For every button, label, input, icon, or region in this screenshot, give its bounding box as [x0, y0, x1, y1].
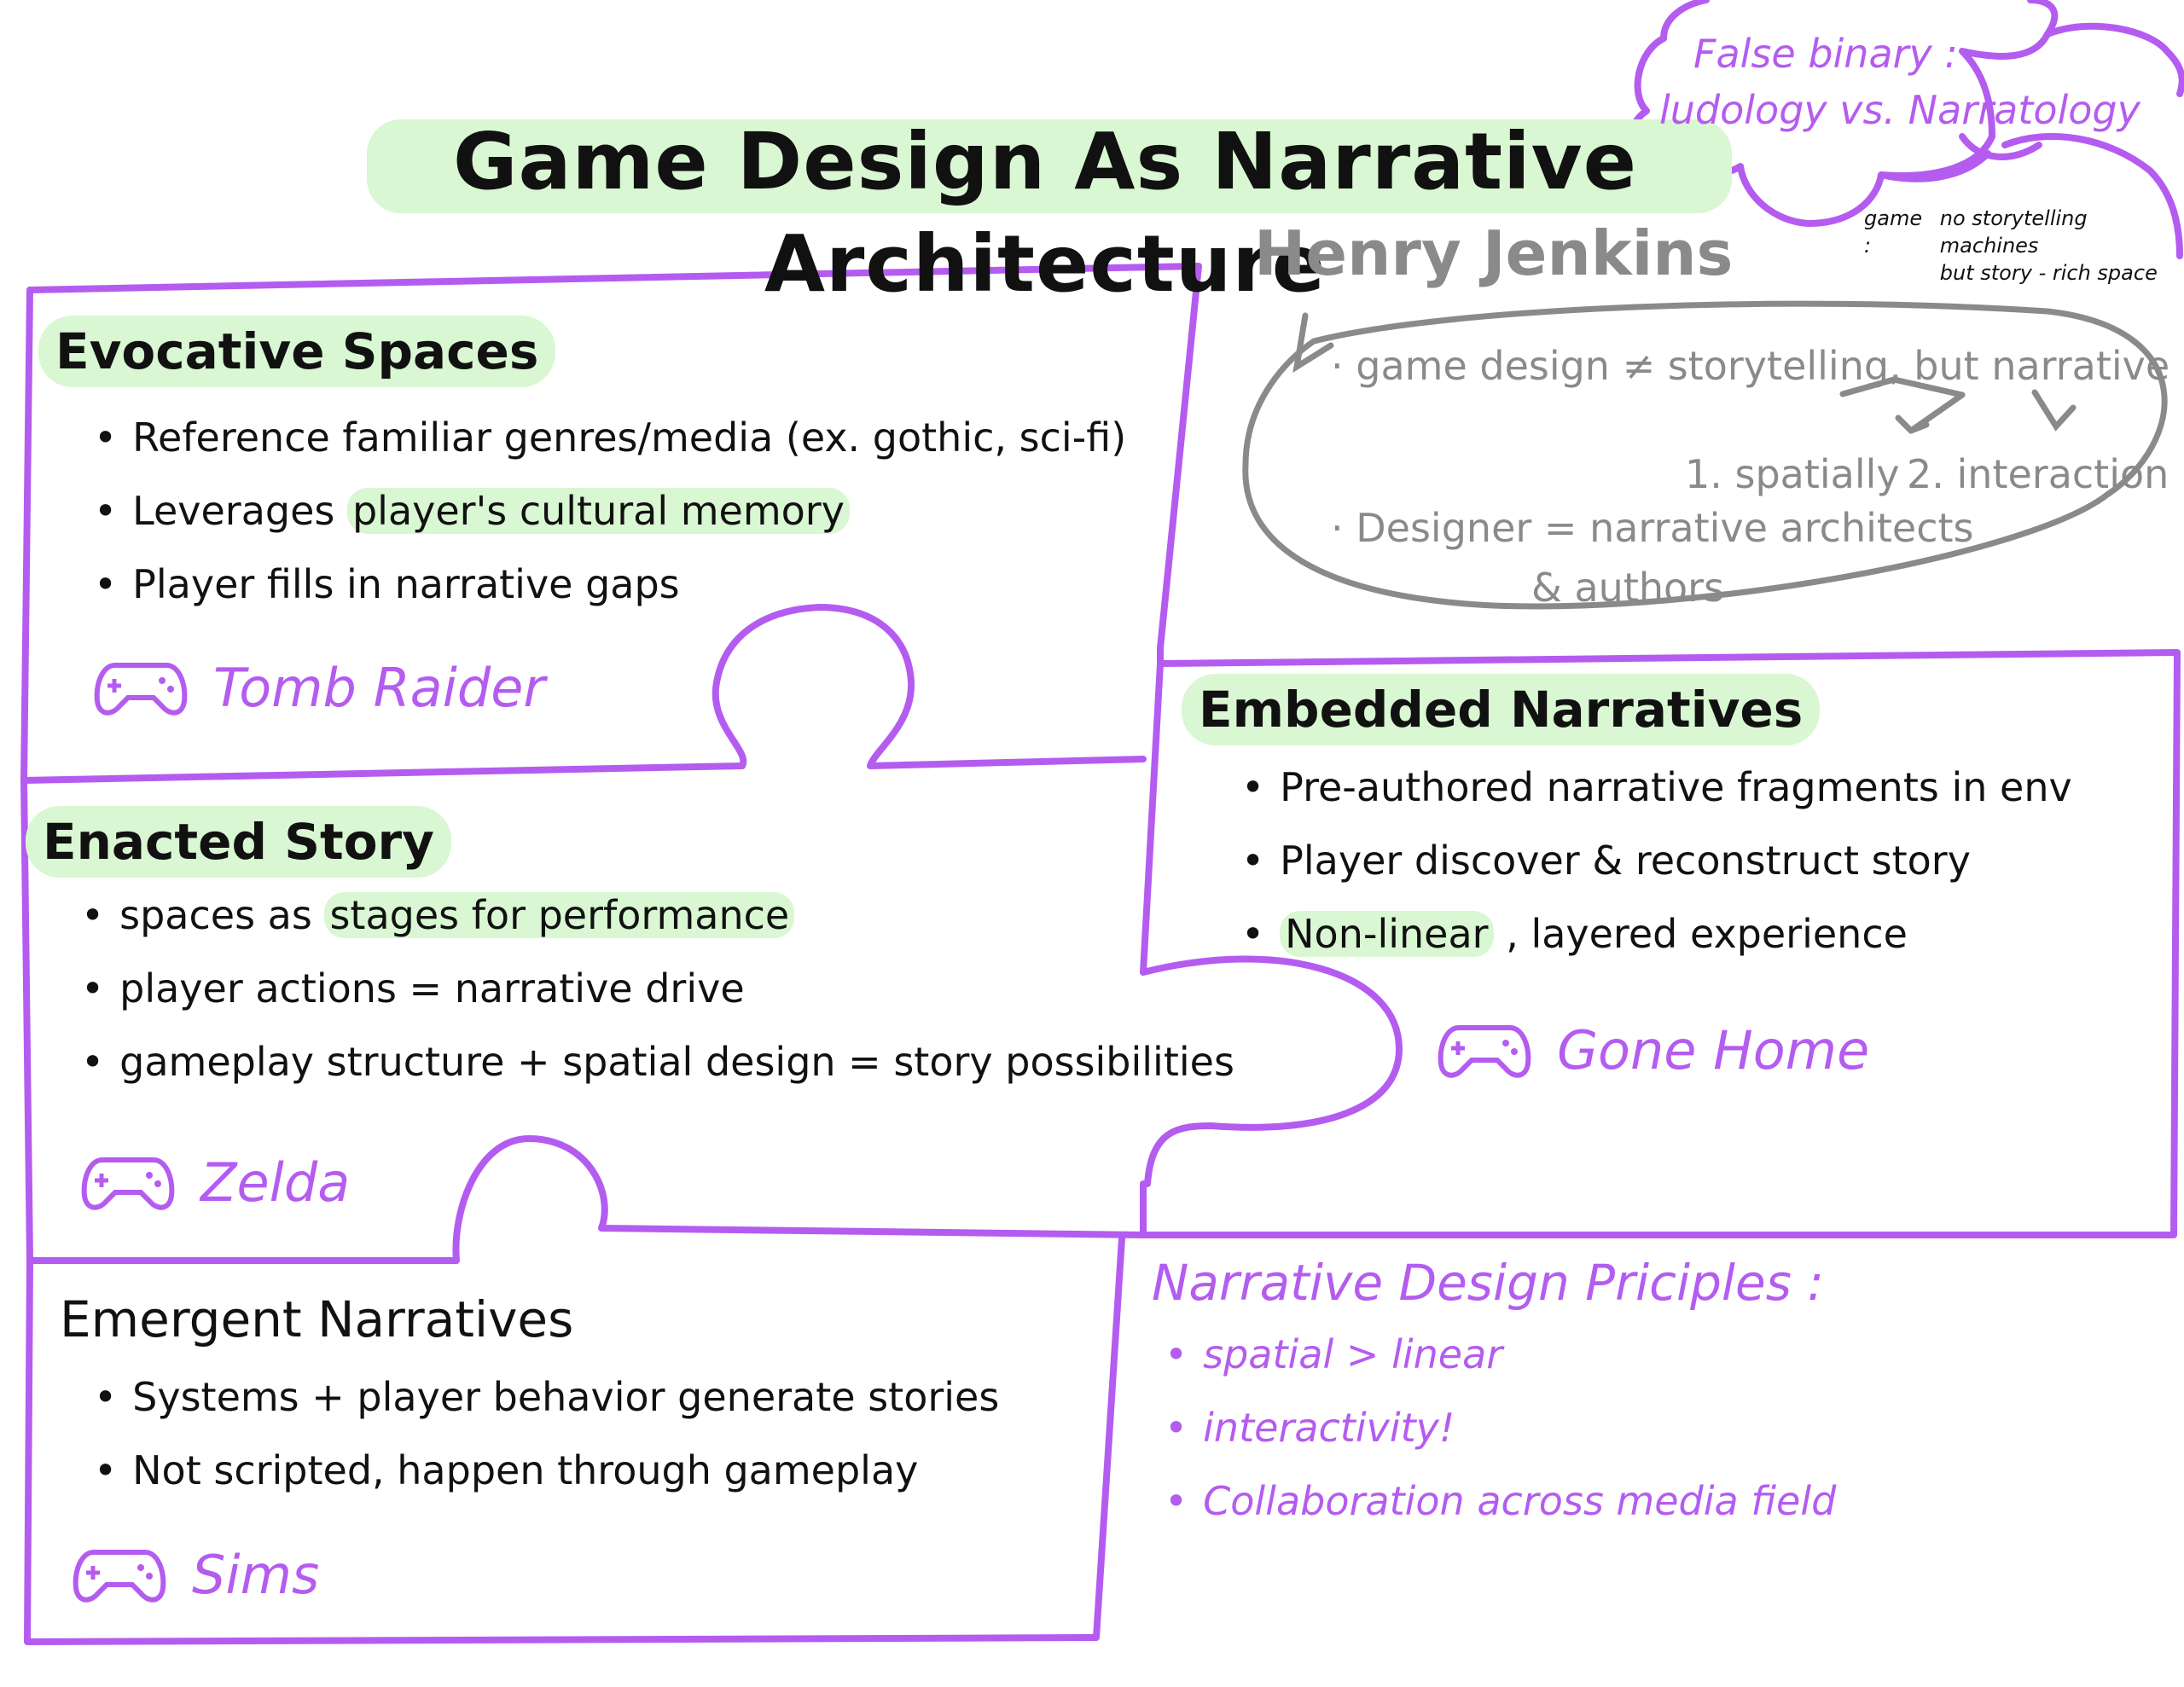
evocative-game — [94, 657, 545, 719]
emergent-bullets — [94, 1360, 999, 1507]
author-name: Henry Jenkins — [1254, 217, 1734, 289]
principle-item-3: • Collaboration across media field — [1165, 1464, 1836, 1538]
enacted-bullet-3: • gameplay structure + spatial design = story possibilities — [81, 1025, 1234, 1099]
oval-branch-2: 2. interaction — [1907, 451, 2169, 497]
cloud-line-1: False binary : — [1693, 31, 1958, 77]
gamepad-icon — [81, 1153, 175, 1213]
emergent-bullet-2: • Not scripted, happen through gameplay — [94, 1434, 999, 1507]
evocative-heading: Evocative Spaces — [38, 316, 555, 387]
evocative-game-label: Tomb Raider — [213, 657, 545, 719]
evocative-highlight: player's cultural memory — [347, 488, 850, 534]
cloud-note-line-2: but story - rich space — [1939, 261, 2158, 285]
cloud-note — [1659, 26, 2180, 138]
cloud-line-2: ludology vs. Narratology — [1659, 87, 2140, 133]
principle-item-2: • interactivity! — [1165, 1391, 1836, 1464]
arrow-right — [2035, 392, 2073, 426]
emergent-game-label: Sims — [192, 1544, 320, 1606]
embedded-heading: Embedded Narratives — [1182, 674, 1820, 745]
principles-list — [1165, 1318, 1836, 1538]
evocative-bullet-3: • Player fills in narrative gaps — [94, 548, 1126, 621]
gamepad-icon — [94, 658, 188, 718]
gamepad-icon — [1438, 1021, 1531, 1081]
oval-branch-1: 1. spatially — [1685, 451, 1900, 497]
embedded-bullet-1: • Pre-authored narrative fragments in env — [1241, 751, 2072, 824]
embedded-bullet-3-text: , layered experience — [1493, 911, 1908, 957]
emergent-game — [73, 1544, 319, 1606]
embedded-game — [1438, 1019, 1869, 1081]
enacted-bullet-2: • player actions = narrative drive — [81, 952, 1234, 1025]
oval-line-1: · game design ≠ storytelling, but narrative — [1331, 343, 2170, 389]
enacted-highlight: stages for performance — [324, 892, 794, 938]
oval-line-3: & authors — [1531, 565, 1725, 611]
embedded-bullets — [1241, 751, 2072, 971]
enacted-bullet-1 — [81, 878, 1234, 952]
oval-line-2: · Designer = narrative architects — [1331, 505, 1974, 551]
evocative-bullet-1: • Reference familiar genres/media (ex. gothic, sci-fi) — [94, 401, 1126, 474]
emergent-bullet-1: • Systems + player behavior generate stories — [94, 1360, 999, 1434]
principles-title: Narrative Design Priciples : — [1152, 1254, 1824, 1312]
principle-item-1: • spatial > linear — [1165, 1318, 1836, 1391]
embedded-highlight: Non-linear — [1280, 911, 1493, 957]
enacted-bullet-1-text: spaces as — [119, 892, 325, 938]
enacted-game — [81, 1151, 350, 1214]
embedded-bullet-3 — [1241, 897, 2072, 971]
page-title: Game Design As Narrative Architecture — [452, 116, 1638, 310]
enacted-heading: Enacted Story — [26, 806, 451, 878]
enacted-bullets — [81, 878, 1234, 1099]
cloud-note-line-1: no storytelling machines — [1939, 206, 2088, 258]
evocative-bullet-2 — [94, 474, 1126, 548]
emergent-heading: Emergent Narratives — [60, 1290, 574, 1348]
evocative-bullet-2-text: Leverages — [132, 488, 347, 534]
embedded-bullet-2: • Player discover & reconstruct story — [1241, 824, 2072, 897]
cloud-small-note — [1864, 205, 2171, 287]
enacted-game-label: Zelda — [200, 1151, 351, 1214]
evocative-bullets — [94, 401, 1126, 621]
cloud-note-label: game : — [1864, 206, 1923, 258]
gamepad-icon — [73, 1545, 166, 1605]
embedded-game-label: Gone Home — [1557, 1019, 1870, 1081]
